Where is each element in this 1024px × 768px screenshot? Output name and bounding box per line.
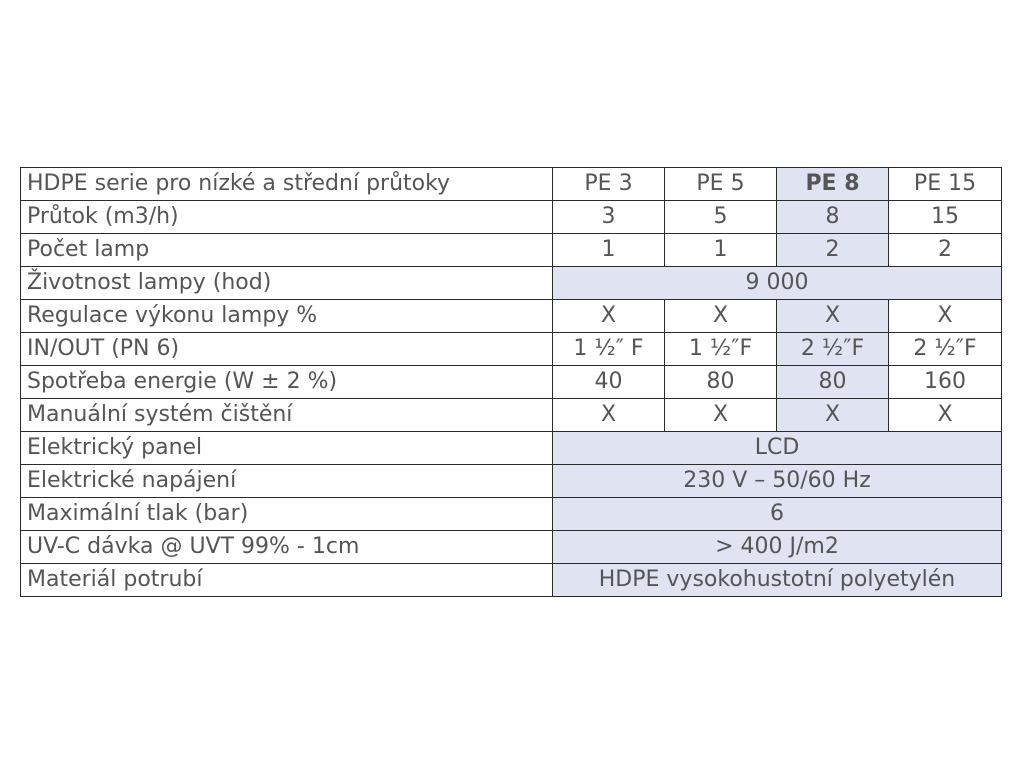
cell-value: 80 <box>777 366 889 399</box>
cell-value: 2 ½″F <box>889 333 1002 366</box>
cell-value: 160 <box>889 366 1002 399</box>
row-label: Maximální tlak (bar) <box>21 498 553 531</box>
row-label: Elektrické napájení <box>21 465 553 498</box>
cell-value: 2 <box>889 234 1002 267</box>
table-row <box>21 432 1002 465</box>
model-pe3-header: PE 3 <box>553 168 665 201</box>
table-row <box>21 465 1002 498</box>
row-label: Spotřeba energie (W ± 2 %) <box>21 366 553 399</box>
cell-value: X <box>889 399 1002 432</box>
table-row <box>21 498 1002 531</box>
cell-value: 5 <box>665 201 777 234</box>
cell-span-value: 230 V – 50/60 Hz <box>553 465 1002 498</box>
cell-span-value: HDPE vysokohustotní polyetylén <box>553 564 1002 597</box>
cell-value: X <box>553 300 665 333</box>
row-label: Materiál potrubí <box>21 564 553 597</box>
cell-value: 1 <box>553 234 665 267</box>
cell-value: 1 <box>665 234 777 267</box>
spec-table <box>20 167 1002 597</box>
cell-span-value: 9 000 <box>553 267 1002 300</box>
table-row <box>21 399 1002 432</box>
cell-value: 8 <box>777 201 889 234</box>
cell-value: X <box>777 399 889 432</box>
row-label: Průtok (m3/h) <box>21 201 553 234</box>
cell-value: X <box>889 300 1002 333</box>
cell-span-value: 6 <box>553 498 1002 531</box>
row-label: Manuální systém čištění <box>21 399 553 432</box>
row-label: UV-C dávka @ UVT 99% - 1cm <box>21 531 553 564</box>
cell-value: 2 <box>777 234 889 267</box>
cell-value: X <box>777 300 889 333</box>
table-row <box>21 300 1002 333</box>
cell-span-value: > 400 J/m2 <box>553 531 1002 564</box>
cell-value: 15 <box>889 201 1002 234</box>
model-pe15-header: PE 15 <box>889 168 1002 201</box>
cell-value: 3 <box>553 201 665 234</box>
table-header-row <box>21 168 1002 201</box>
cell-value: 2 ½″F <box>777 333 889 366</box>
cell-value: X <box>553 399 665 432</box>
cell-value: X <box>665 300 777 333</box>
row-label: Životnost lampy (hod) <box>21 267 553 300</box>
model-pe8-header: PE 8 <box>777 168 889 201</box>
table-row <box>21 564 1002 597</box>
cell-value: 80 <box>665 366 777 399</box>
table-row <box>21 201 1002 234</box>
cell-span-value: LCD <box>553 432 1002 465</box>
row-label: Elektrický panel <box>21 432 553 465</box>
row-label: IN/OUT (PN 6) <box>21 333 553 366</box>
cell-value: 1 ½″ F <box>553 333 665 366</box>
cell-value: 40 <box>553 366 665 399</box>
row-label: Regulace výkonu lampy % <box>21 300 553 333</box>
row-label: Počet lamp <box>21 234 553 267</box>
table-row <box>21 234 1002 267</box>
table-row <box>21 267 1002 300</box>
cell-value: 1 ½″F <box>665 333 777 366</box>
table-row <box>21 366 1002 399</box>
model-pe5-header: PE 5 <box>665 168 777 201</box>
table-row <box>21 333 1002 366</box>
table-title: HDPE serie pro nízké a střední průtoky <box>21 168 553 201</box>
table-row <box>21 531 1002 564</box>
cell-value: X <box>665 399 777 432</box>
